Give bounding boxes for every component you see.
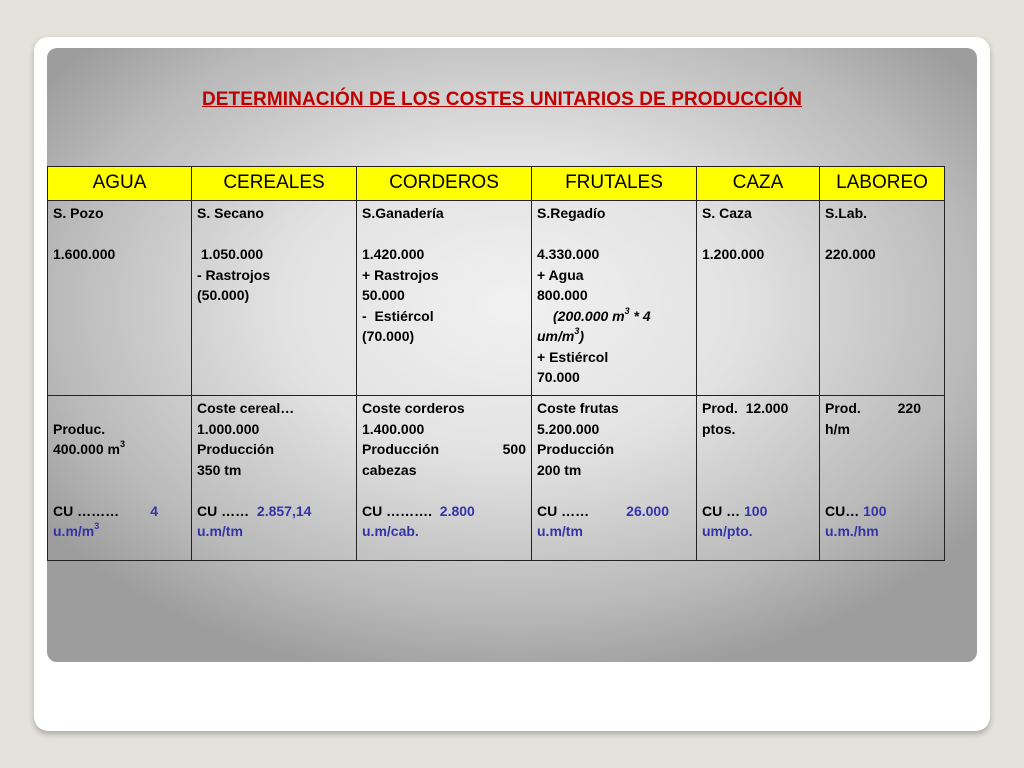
cell-frutales-unit: [532, 396, 697, 561]
production-label: Producción: [197, 441, 275, 457]
header-row: [48, 167, 945, 201]
cost-value: 220.000: [825, 246, 876, 262]
cell-agua-unit: [48, 396, 192, 561]
cost-value: 1.420.000: [362, 246, 425, 262]
cost-name: S. Secano: [197, 205, 264, 221]
production-value: 350 tm: [197, 461, 242, 478]
header-laboreo: LABOREO: [820, 167, 945, 201]
cost-amount: 1.400.000: [362, 420, 425, 437]
header-caza: CAZA: [697, 167, 820, 201]
unit-cost-unit: $u.m/m^3$: [53, 521, 100, 539]
cost-adjustment-2-value: 70.000: [537, 369, 580, 385]
unit-cost-unit: u.m./hm: [825, 523, 879, 539]
header-cereales: CEREALES: [192, 167, 357, 201]
header-corderos: CORDEROS: [357, 167, 532, 201]
cost-table: [47, 166, 945, 561]
production-line: Producción 500: [362, 441, 526, 457]
production-value: 400.000 $m^3$: [53, 439, 125, 457]
unit-cost-line: CU …… 2.857,14: [197, 502, 312, 519]
cell-corderos-cost: [357, 201, 532, 396]
header-agua: AGUA: [48, 167, 192, 201]
production-line: Prod. 12.000: [702, 400, 789, 416]
table-row-costs: [48, 201, 945, 396]
cost-value: 4.330.000: [537, 246, 600, 262]
unit-cost-line: CU… 100: [825, 502, 887, 519]
cost-value: 1.600.000: [53, 246, 116, 262]
cost-label: Coste cereal…: [197, 400, 295, 416]
cost-amount: 1.000.000: [197, 420, 260, 437]
unit-cost-unit: um/pto.: [702, 523, 753, 539]
cell-corderos-unit: [357, 396, 532, 561]
unit-cost-value: 26.000: [626, 502, 669, 519]
cost-label: Coste frutas: [537, 400, 619, 416]
unit-cost-unit: u.m/tm: [537, 523, 583, 539]
production-unit: h/m: [825, 420, 850, 437]
production-label: Producción: [537, 441, 615, 457]
cell-cereales-cost: [192, 201, 357, 396]
cost-adjustment-value: 50.000: [362, 287, 405, 303]
cost-name: S.Ganadería: [362, 205, 444, 221]
unit-cost-unit: u.m/cab.: [362, 523, 419, 539]
unit-cost-line: CU …… 26.000: [537, 501, 691, 522]
unit-cost-value: 2.800: [439, 502, 475, 519]
unit-cost-line: CU … 100: [702, 502, 768, 519]
cost-adjustment: - Rastrojos: [197, 266, 271, 283]
header-frutales: FRUTALES: [532, 167, 697, 201]
production-value: cabezas: [362, 461, 417, 478]
slide-title: DETERMINACIÓN DE LOS COSTES UNITARIOS DE PRODUCCIÓN: [201, 89, 803, 110]
cost-value: 1.050.000: [197, 246, 264, 262]
cost-name: S. Caza: [702, 205, 752, 221]
cost-adjustment: + Rastrojos: [362, 266, 439, 283]
unit-cost-line: CU ………. 2.800: [362, 502, 475, 519]
production-value: 200 tm: [537, 461, 582, 478]
cell-frutales-cost: [532, 201, 697, 396]
cost-adjustment: + Agua: [537, 266, 584, 283]
cost-label: Coste corderos: [362, 400, 465, 416]
cell-laboreo-unit: [820, 396, 945, 561]
cost-value: 1.200.000: [702, 246, 765, 262]
table-row-unit-costs: [48, 396, 945, 561]
unit-cost-line: CU ……… 4: [53, 501, 186, 522]
water-calc-note-unit: $um/m^3$): [537, 326, 585, 344]
cost-adjustment-value: 800.000: [537, 287, 588, 303]
unit-cost-value: 4: [150, 502, 158, 519]
cost-name: S.Lab.: [825, 205, 868, 221]
cost-name: S.Regadío: [537, 205, 606, 221]
production-label: Produc.: [53, 420, 106, 437]
unit-cost-unit: u.m/tm: [197, 523, 243, 539]
cell-agua-cost: [48, 201, 192, 396]
cost-adjustment-2: + Estiércol: [537, 348, 609, 365]
cost-adjustment-2: - Estiércol: [362, 307, 434, 324]
cost-adjustment-2-value: (70.000): [362, 328, 415, 344]
cell-caza-cost: [697, 201, 820, 396]
unit-cost-value: 2.857,14: [256, 502, 312, 519]
unit-cost-value: 100: [744, 502, 768, 519]
cell-caza-unit: [697, 396, 820, 561]
production-unit: ptos.: [702, 420, 736, 437]
cost-amount: 5.200.000: [537, 420, 600, 437]
production-line: Prod. 220: [825, 400, 921, 416]
cell-laboreo-cost: [820, 201, 945, 396]
unit-cost-value: 100: [863, 502, 887, 519]
cell-cereales-unit: [192, 396, 357, 561]
water-calc-note: (200.000 $m^3 * 4$: [553, 305, 651, 324]
cost-adjustment-value: (50.000): [197, 287, 250, 303]
cost-name: S. Pozo: [53, 205, 104, 221]
